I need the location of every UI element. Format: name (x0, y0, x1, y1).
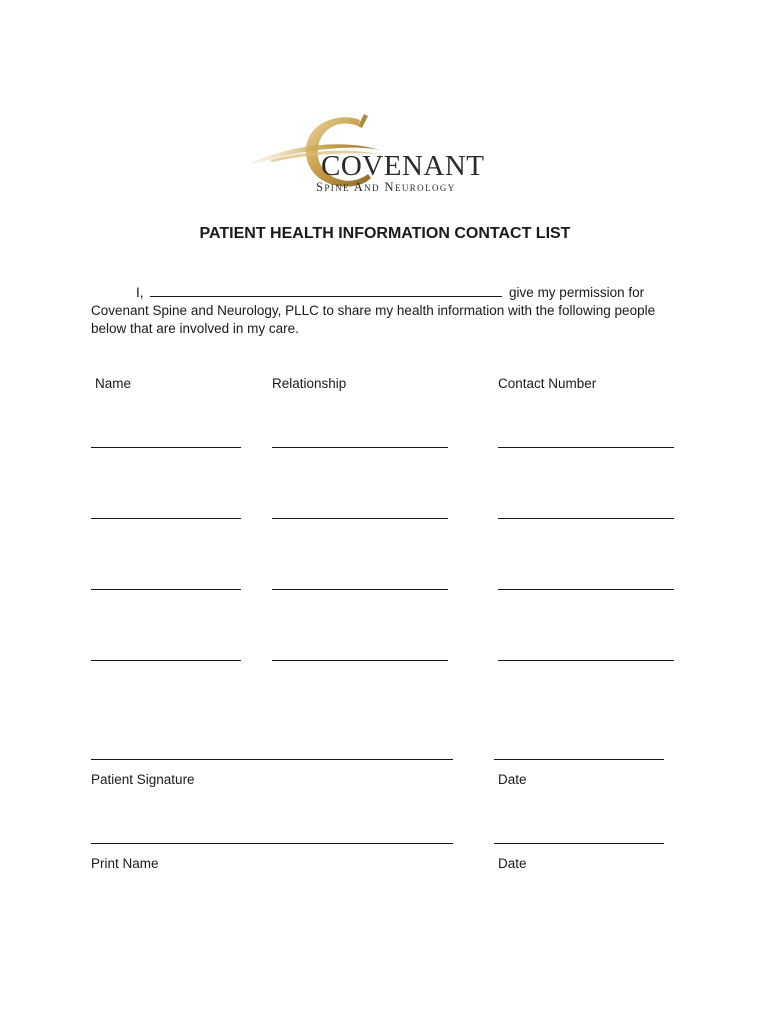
contact-number-line-1[interactable] (498, 447, 674, 448)
signature-date-label: Date (498, 772, 527, 787)
contact-number-line-4[interactable] (498, 660, 674, 661)
logo-wordmark: COVENANT (321, 150, 485, 182)
signature-date-line[interactable] (494, 759, 664, 760)
covenant-logo (250, 106, 510, 198)
print-name-line[interactable] (91, 843, 453, 844)
print-date-line[interactable] (494, 843, 664, 844)
patient-signature-line[interactable] (91, 759, 453, 760)
contact-name-line-2[interactable] (91, 518, 241, 519)
intro-line-3: below that are involved in my care. (91, 321, 299, 336)
patient-signature-label: Patient Signature (91, 772, 195, 787)
contact-relationship-line-4[interactable] (272, 660, 448, 661)
column-header-relationship: Relationship (272, 376, 347, 391)
contact-name-line-1[interactable] (91, 447, 241, 448)
contact-number-line-2[interactable] (498, 518, 674, 519)
contact-relationship-line-2[interactable] (272, 518, 448, 519)
contact-number-line-3[interactable] (498, 589, 674, 590)
intro-prefix: I, (136, 285, 144, 300)
contact-name-line-4[interactable] (91, 660, 241, 661)
contact-relationship-line-3[interactable] (272, 589, 448, 590)
page-title: PATIENT HEALTH INFORMATION CONTACT LIST (199, 225, 571, 242)
patient-name-blank[interactable] (150, 284, 502, 297)
print-name-label: Print Name (91, 856, 159, 871)
contact-relationship-line-1[interactable] (272, 447, 448, 448)
permission-statement (91, 284, 691, 338)
column-header-name: Name (95, 376, 132, 391)
contact-name-line-3[interactable] (91, 589, 241, 590)
print-date-label: Date (498, 856, 527, 871)
intro-suffix: give my permission for (509, 285, 645, 300)
column-header-contact: Contact Number (498, 376, 597, 391)
logo-subtitle: Spine And Neurology (316, 180, 456, 194)
intro-line-2: Covenant Spine and Neurology, PLLC to share my health information with the following people (91, 303, 656, 318)
